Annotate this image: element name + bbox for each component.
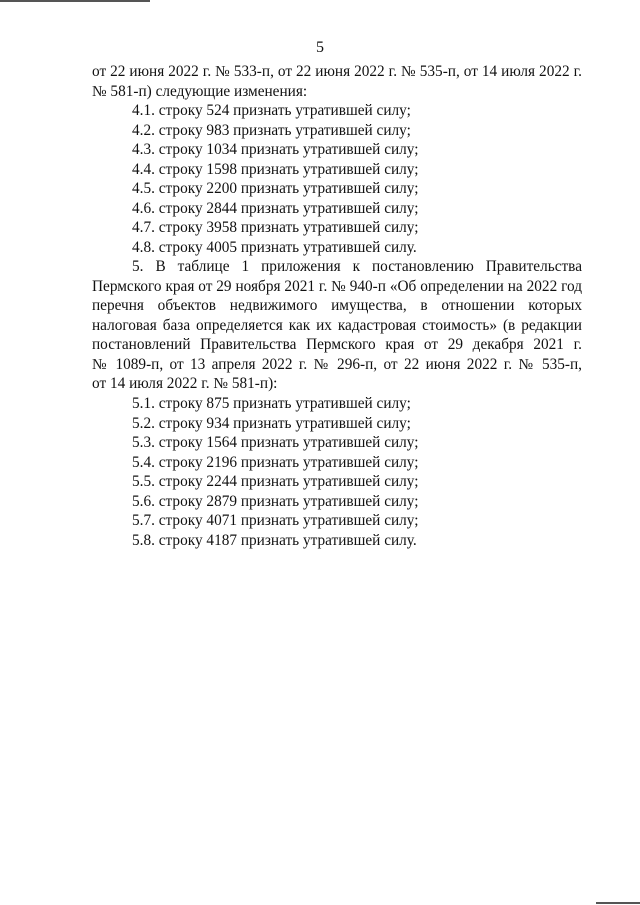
paragraph-4-tail <box>92 62 582 101</box>
list-item: 5.5. строку 2244 признать утратившей силу; <box>132 473 419 490</box>
list-item: 5.4. строку 2196 признать утратившей силу; <box>132 453 419 471</box>
text-line: № 581-п) следующие изменения: <box>92 82 308 100</box>
list-item: 4.2. строку 983 признать утратившей силу; <box>132 121 411 139</box>
list-item: 4.1. строку 524 признать утратившей силу; <box>132 102 411 119</box>
text-line: перечня объектов недвижимого имущества, в отношении которых <box>92 297 582 314</box>
list-item: 4.3. строку 1034 признать утратившей силу; <box>132 141 419 158</box>
paragraph-5 <box>92 257 582 394</box>
scan-edge-mark-bottom <box>596 902 640 904</box>
text-line: налоговая база определяется как их кадастровая стоимость» (в редакции <box>92 316 582 334</box>
scan-edge-mark-top <box>0 0 150 2</box>
text-line: 5. В таблице 1 приложения к постановлению Правительства <box>132 258 582 275</box>
list-item: 5.8. строку 4187 признать утратившей силу. <box>132 531 417 549</box>
page-number: 5 <box>316 39 324 56</box>
list-item: 5.1. строку 875 признать утратившей силу; <box>132 395 411 412</box>
list-item: 4.8. строку 4005 признать утратившей силу. <box>132 238 417 256</box>
list-item: 4.4. строку 1598 признать утратившей силу; <box>132 160 419 178</box>
text-line: от 14 июля 2022 г. № 581-п): <box>92 375 278 392</box>
list-item: 4.7. строку 3958 признать утратившей силу; <box>132 219 419 236</box>
list-item: 4.5. строку 2200 признать утратившей силу; <box>132 180 419 197</box>
list-5 <box>92 394 582 550</box>
list-item: 5.2. строку 934 признать утратившей силу; <box>132 414 411 432</box>
text-line: от 22 июня 2022 г. № 533-п, от 22 июня 2022 г. № 535-п, от 14 июля 2022 г. <box>92 63 582 80</box>
list-item: 5.3. строку 1564 признать утратившей силу; <box>132 434 419 451</box>
list-item: 4.6. строку 2844 признать утратившей силу; <box>132 199 419 217</box>
text-line: Пермского края от 29 ноября 2021 г. № 940-п «Об определении на 2022 год <box>92 277 582 295</box>
list-4 <box>92 101 582 257</box>
text-line: постановлений Правительства Пермского края от 29 декабря 2021 г. <box>92 336 582 353</box>
list-item: 5.6. строку 2879 признать утратившей силу; <box>132 492 419 510</box>
list-item: 5.7. строку 4071 признать утратившей силу; <box>132 512 419 529</box>
text-line: № 1089-п, от 13 апреля 2022 г. № 296-п, от 22 июня 2022 г. № 535-п, <box>92 355 582 373</box>
